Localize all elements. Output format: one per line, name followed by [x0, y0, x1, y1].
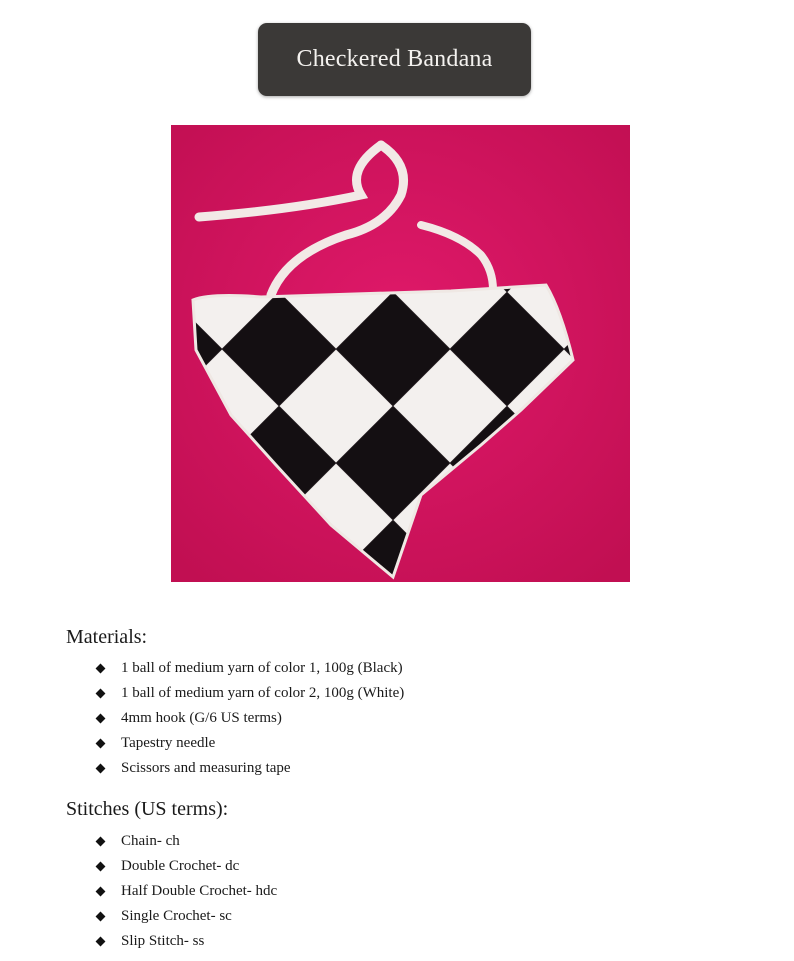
list-item: [95, 904, 277, 929]
list-item: [95, 854, 277, 879]
diamond-bullet-icon: [96, 714, 106, 724]
list-item: [95, 929, 277, 954]
material-item: Scissors and measuring tape: [121, 760, 291, 776]
diamond-bullet-icon: [96, 937, 106, 947]
list-item: [95, 656, 404, 681]
stitches-list: [95, 829, 277, 954]
diamond-bullet-icon: [96, 739, 106, 749]
materials-list: [95, 656, 404, 781]
diamond-bullet-icon: [96, 837, 106, 847]
checkered-bandana-illustration: [171, 125, 630, 582]
materials-heading: Materials:: [66, 626, 148, 648]
list-item: [95, 756, 404, 781]
list-item: [95, 731, 404, 756]
material-item: 1 ball of medium yarn of color 1, 100g (Black): [121, 660, 403, 676]
list-item: [95, 681, 404, 706]
page-title: Checkered Bandana: [296, 46, 493, 72]
list-item: [95, 879, 277, 904]
diamond-bullet-icon: [96, 862, 106, 872]
material-item: Tapestry needle: [121, 735, 216, 751]
material-item: 1 ball of medium yarn of color 2, 100g (White): [121, 685, 405, 701]
stitches-heading: Stitches (US terms):: [66, 798, 229, 820]
stitch-item: Double Crochet- dc: [121, 858, 240, 874]
stitch-item: Slip Stitch- ss: [121, 933, 205, 949]
stitch-item: Chain- ch: [121, 833, 180, 849]
diamond-bullet-icon: [96, 887, 106, 897]
list-item: [95, 829, 277, 854]
list-item: [95, 706, 404, 731]
stitch-item: Single Crochet- sc: [121, 908, 232, 924]
diamond-bullet-icon: [96, 664, 106, 674]
diamond-bullet-icon: [96, 689, 106, 699]
diamond-bullet-icon: [96, 912, 106, 922]
stitch-item: Half Double Crochet- hdc: [121, 883, 278, 899]
bandana-photo: [171, 125, 630, 582]
material-item: 4mm hook (G/6 US terms): [121, 710, 282, 726]
title-banner: [258, 23, 531, 96]
diamond-bullet-icon: [96, 764, 106, 774]
